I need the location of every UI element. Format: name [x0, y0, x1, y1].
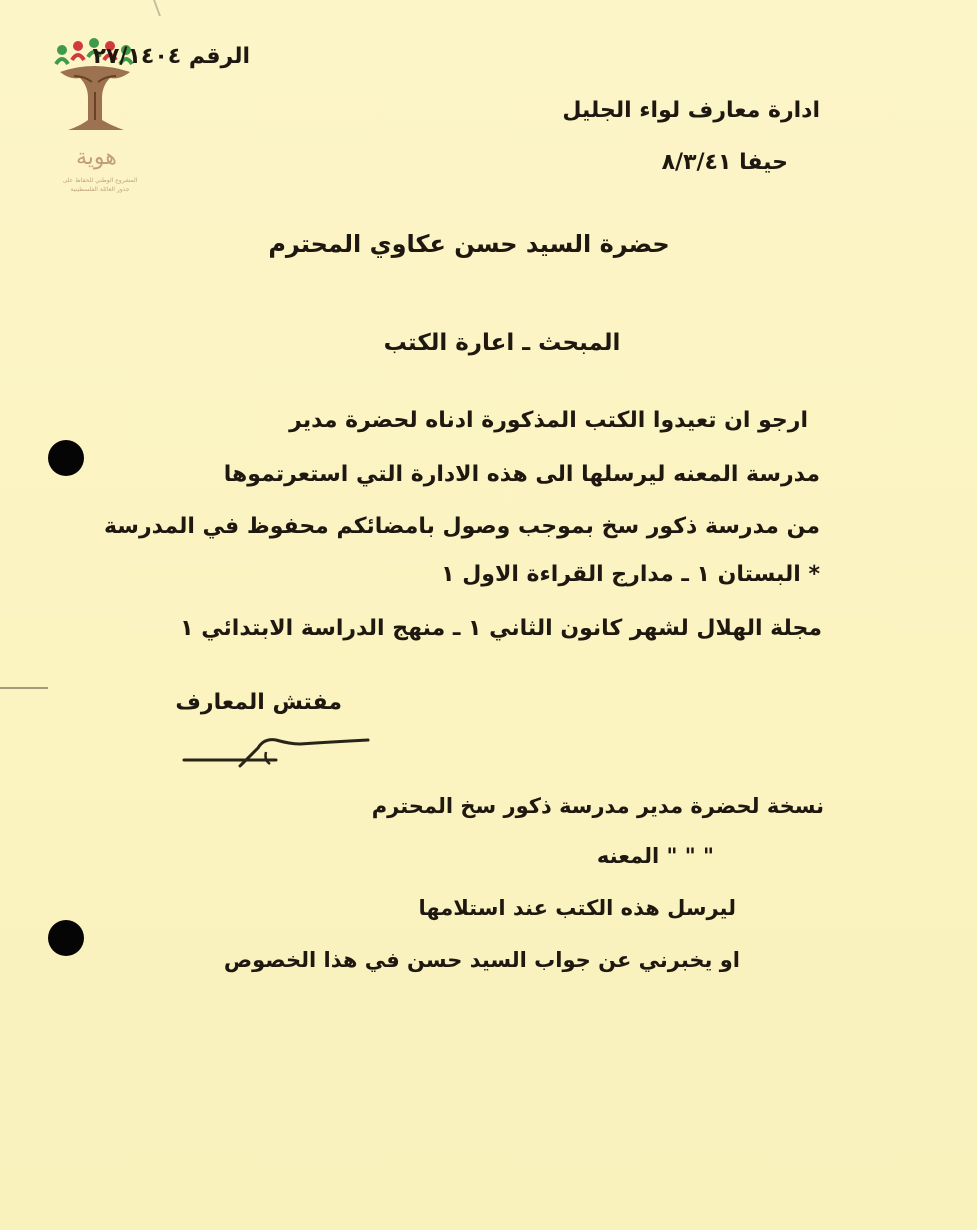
paper-mark — [153, 0, 183, 16]
punch-hole-top — [48, 440, 84, 476]
watermark-caption-1: المشروع الوطني للحفاظ على — [62, 177, 138, 184]
subject-line: المبحث ـ اعارة الكتب — [383, 330, 621, 356]
copy-line-1: نسخة لحضرة مدير مدرسة ذكور سخ المحترم — [371, 794, 824, 818]
copy-line-2: " " " المعنه — [596, 844, 714, 868]
body-line-2: مدرسة المعنه ليرسلها الى هذه الادارة التي استعرتموها — [223, 462, 820, 487]
body-line-5: مجلة الهلال لشهر كانون الثاني ١ ـ منهج الدراسة الابتدائي ١ — [180, 616, 822, 641]
watermark-brand: هوية — [76, 145, 117, 170]
place-date: حيفا ٨/٣/٤١ — [661, 150, 788, 175]
watermark-caption-2: جذور العائلة الفلسطينية — [70, 186, 130, 193]
body-line-1: ارجو ان تعيدوا الكتب المذكورة ادناه لحضرة مدير — [289, 408, 808, 433]
body-line-3: من مدرسة ذكور سخ بموجب وصول بامضائكم محفوظ في المدرسة — [103, 514, 820, 539]
office-name: ادارة معارف لواء الجليل — [562, 98, 820, 123]
body-line-4: * البستان ١ ـ مدارج القراءة الاول ١ — [441, 562, 820, 587]
copy-line-4: او يخبرني عن جواب السيد حسن في هذا الخصوص — [223, 948, 740, 972]
handwritten-signature — [180, 722, 380, 770]
reference-number: الرقم ٢٧/١٤٠٤ — [92, 44, 250, 69]
punch-hole-bottom — [48, 920, 84, 956]
signatory-title: مفتش المعارف — [175, 690, 342, 715]
addressee-line: حضرة السيد حسن عكاوي المحترم — [268, 230, 670, 258]
paper-fold-line — [0, 687, 48, 689]
copy-line-3: ليرسل هذه الكتب عند استلامها — [418, 896, 736, 920]
